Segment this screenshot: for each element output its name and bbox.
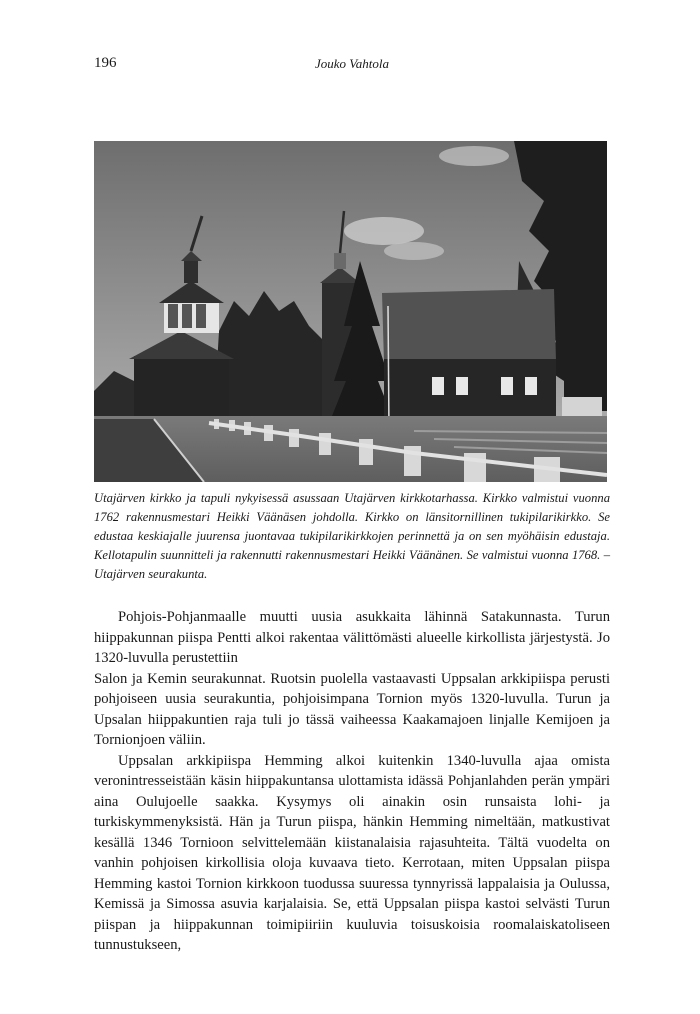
body-text xyxy=(94,607,610,956)
church-photo xyxy=(94,141,607,482)
church-photo-drawing xyxy=(94,141,607,482)
running-head: Jouko Vahtola xyxy=(314,56,389,71)
paragraph: Uppsalan arkkipiispa Hemming alkoi kuitenkin 1340-luvulla ajaa omista veronintresseistään käsin hiippakuntansa ulottamista idässä Pohjanlahden perän ympäri aina Oulujoelle saakka. Kysymys oli ainakin osin runsaista lohi- ja turkiskymmenyksistä. Hän ja Turun piispa, hänkin Hemming nimeltään, matkustivat kesällä 1346 Tornioon selvittelemään kiistanalaisia rajasuhteita. Tältä vuodelta on vanhin pohjoisen kirkollisia oloja kuvaava tieto. Kerrotaan, miten Uppsalan piispa Hemming kastoi Tornion kirkkoon tuodussa suuressa tynnyrissä lappalaisia ja Oulussa, Kemissä ja Simossa asuvia karjalaisia. Se, että Uppsalan piispa kastoi selvästi Turun piispan ja hiippakunnan toimipiiriin kuuluvia toisuskoisia roomalaiskatoliseen tunnustukseen, xyxy=(94,752,610,953)
paragraph: Pohjois-Pohjanmaalle muutti uusia asukkaita lähinnä Satakunnasta. Turun hiippakunnan piispa Pentti alkoi rakentaa välittömästi alueelle kirkollista järjestystä. Jo 1320-luvulla perustettiin xyxy=(94,609,610,666)
page-header xyxy=(94,55,610,75)
figure-caption: Utajärven kirkko ja tapuli nykyisessä asussaan Utajärven kirkkotarhassa. Kirkko valmistui vuonna 1762 rakennusmestari Heikki Väänäsen johdolla. Kirkko on länsitornillinen tukipilarikirkko. Se edustaa keskiajalle juurensa juontavaa tukipilarikirkkojen perinnettä ja on sen myöhäisin edustaja. Kellotapulin suunnitteli ja rakennutti rakennusmestari Heikki Väänänen. Se valmistui vuonna 1768. – Utajärven seurakunta. xyxy=(94,491,610,581)
paragraph: Salon ja Kemin seurakunnat. Ruotsin puolella vastaavasti Uppsalan arkkipiispa perusti pohjoiseen uusia seurakuntia, pohjoisimpana Tornion myös 1320-luvulla. Turun ja Upsalan hiippakuntien raja tuli jo tässä vaiheessa Kaakamajoen linjalle Kemijoen ja Tornionjoen väliin. xyxy=(94,670,610,748)
page-number: 196 xyxy=(94,55,117,71)
